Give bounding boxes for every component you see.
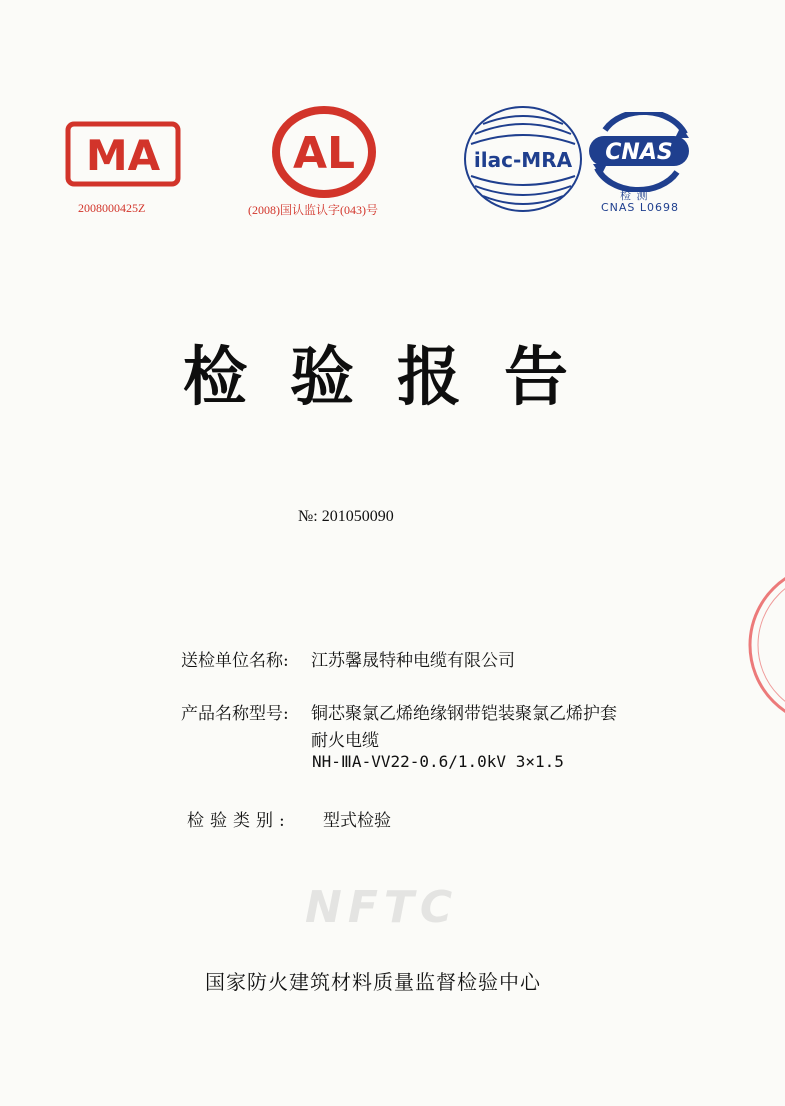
cnas-code: CNAS L0698	[601, 201, 680, 214]
official-seal-graphic	[742, 560, 785, 730]
product-label: 产品名称型号:	[181, 704, 289, 724]
type-label: 检验类别:	[187, 811, 291, 831]
official-seal	[742, 560, 785, 734]
ilac-mra-logo-text: ilac-MRA	[473, 148, 573, 172]
type-row	[187, 806, 391, 831]
cnas-logo	[585, 112, 697, 196]
nftc-watermark: NFTC	[305, 882, 459, 933]
cal-logo-graphic	[272, 106, 376, 198]
ilac-mra-logo	[461, 104, 585, 218]
type-value: 型式检验	[323, 811, 391, 831]
cnas-subtitle: 检 测	[620, 189, 649, 202]
product-name-line1: 铜芯聚氯乙烯绝缘钢带铠装聚氯乙烯护套	[311, 704, 617, 724]
cma-logo	[62, 118, 184, 194]
client-value: 江苏馨晟特种电缆有限公司	[311, 651, 515, 671]
cnas-logo-text: CNAS	[605, 140, 673, 165]
product-model: NH-ⅢA-VV22-0.6/1.0kV 3×1.5	[312, 752, 564, 771]
ilac-mra-logo-graphic	[461, 104, 585, 214]
cma-logo-graphic	[62, 118, 184, 190]
page-title: 检验报告	[183, 341, 611, 415]
cnas-logo-graphic	[585, 112, 697, 192]
client-label: 送检单位名称:	[181, 651, 289, 671]
product-row-2	[311, 726, 379, 751]
cal-logo-text: AL	[292, 128, 356, 179]
product-name-line2: 耐火电缆	[311, 731, 379, 751]
product-row	[181, 699, 617, 724]
cal-code: (2008)国认监认字(043)号	[248, 203, 378, 217]
client-row	[181, 646, 515, 671]
issuer-name: 国家防火建筑材料质量监督检验中心	[205, 970, 541, 994]
cal-logo	[272, 106, 376, 202]
cma-logo-text: MA	[85, 131, 161, 180]
cma-code: 2008000425Z	[78, 201, 146, 215]
report-number: №: 201050090	[298, 508, 394, 525]
